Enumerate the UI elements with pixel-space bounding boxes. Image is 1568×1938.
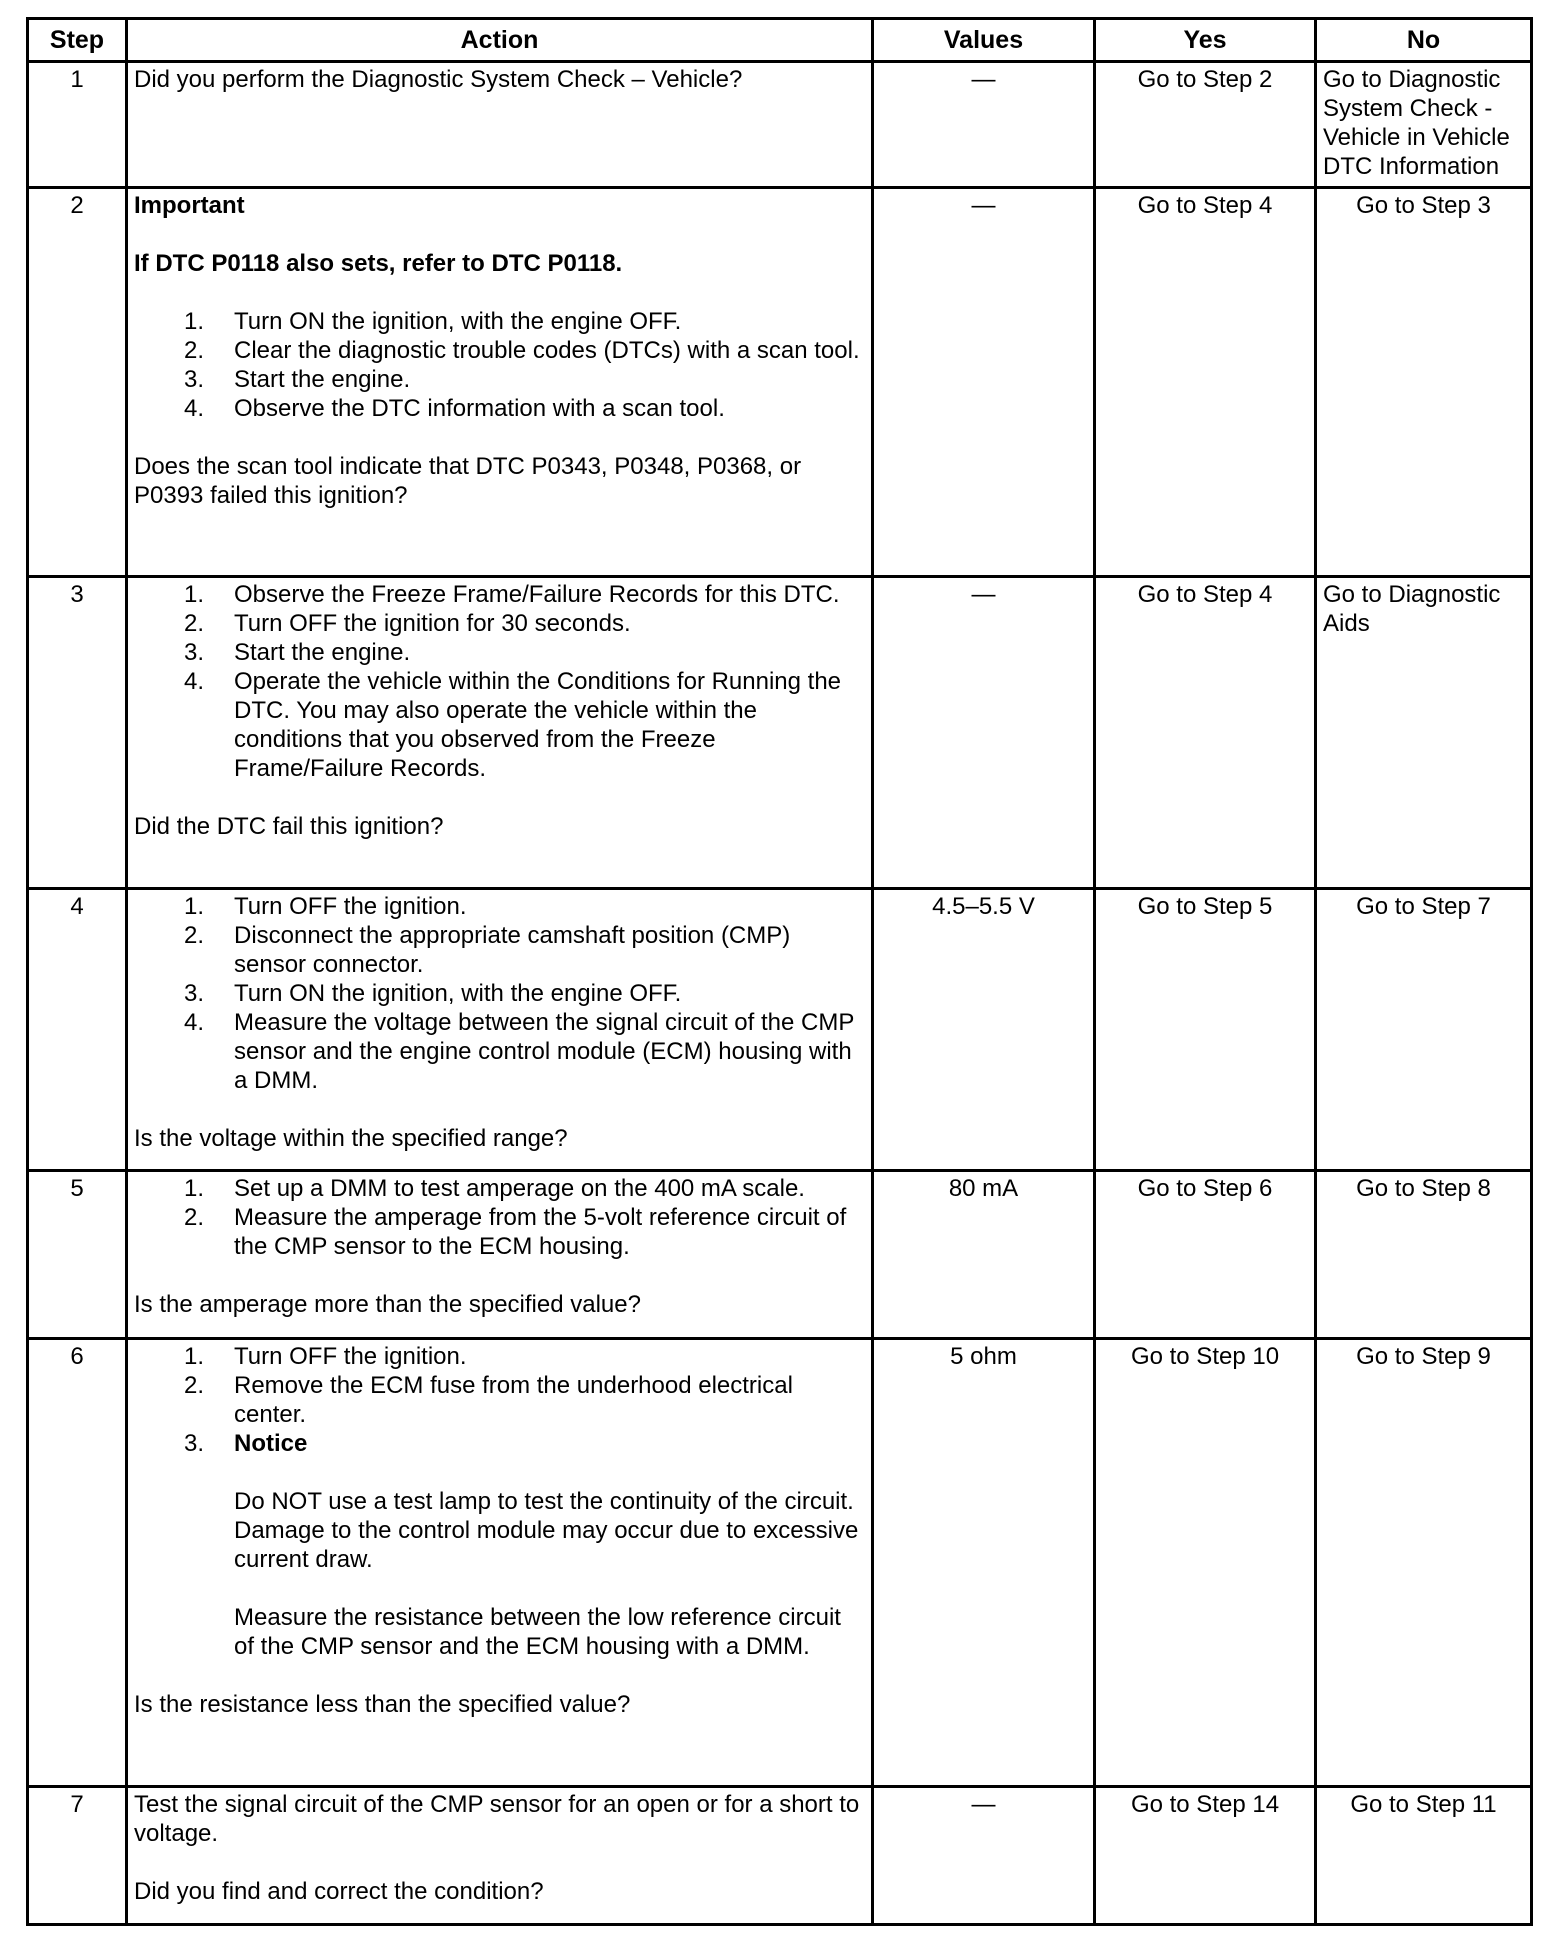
step-list [134,307,865,423]
action-question: Is the resistance less than the specified value? [134,1691,631,1718]
step-list [134,1342,865,1458]
action-question: Does the scan tool indicate that DTC P0343, P0348, P0368, or P0393 failed this ignition? [134,453,802,509]
yes-cell: Go to Step 5 [1095,889,1316,1171]
list-item: 2. Measure the amperage from the 5-volt reference circuit of the CMP sensor to the ECM housing. [183,1204,847,1260]
table-row [28,577,1532,889]
no-cell: Go to Diagnostic System Check - Vehicle in Vehicle DTC Information [1316,62,1532,188]
values-cell: 4.5–5.5 V [873,889,1095,1171]
values-cell: — [873,577,1095,889]
list-item: 1. Turn OFF the ignition. [183,1343,467,1370]
step-number: 2 [28,188,127,577]
values-cell: 5 ohm [873,1339,1095,1787]
yes-cell: Go to Step 4 [1095,577,1316,889]
no-cell: Go to Step 8 [1316,1171,1532,1339]
values-cell: — [873,62,1095,188]
diagnostic-table [26,17,1533,1926]
important-text: If DTC P0118 also sets, refer to DTC P0118. [134,250,623,277]
yes-cell: Go to Step 6 [1095,1171,1316,1339]
list-item: 1. Turn ON the ignition, with the engine OFF. [183,308,682,335]
notice-title: Notice [234,1430,308,1457]
list-item: 1. Set up a DMM to test amperage on the 400 mA scale. [183,1175,805,1202]
no-cell: Go to Step 11 [1316,1787,1532,1925]
list-item: 4. Operate the vehicle within the Conditions for Running the DTC. You may also operate the vehicle within the conditions that you observed from the Freeze Frame/Failure Records. [183,668,842,782]
list-item: 2. Remove the ECM fuse from the underhood electrical center. [183,1372,793,1428]
list-item: 2. Disconnect the appropriate camshaft position (CMP) sensor connector. [183,922,791,978]
action-cell [127,889,873,1171]
action-cell [127,1171,873,1339]
step-number: 3 [28,577,127,889]
step-number: 5 [28,1171,127,1339]
no-cell: Go to Step 3 [1316,188,1532,577]
step-number: 7 [28,1787,127,1925]
action-question: Did you find and correct the condition? [134,1878,544,1905]
list-item: 3. Turn ON the ignition, with the engine OFF. [183,980,682,1007]
action-cell [127,62,873,188]
list-item: 1. Turn OFF the ignition. [183,893,467,920]
table-row [28,1171,1532,1339]
action-question: Did the DTC fail this ignition? [134,813,444,840]
list-item: 3. Start the engine. [183,639,411,666]
values-cell: 80 mA [873,1171,1095,1339]
yes-cell: Go to Step 4 [1095,188,1316,577]
header-row [28,19,1532,62]
no-cell: Go to Step 9 [1316,1339,1532,1787]
action-question: Did you perform the Diagnostic System Check – Vehicle? [134,66,743,93]
step-number: 6 [28,1339,127,1787]
action-cell [127,1787,873,1925]
list-item: 1. Observe the Freeze Frame/Failure Records for this DTC. [183,581,840,608]
action-cell [127,1339,873,1787]
action-cell [127,188,873,577]
notice-text: Do NOT use a test lamp to test the continuity of the circuit. Damage to the control module may occur due to excessive current draw. [234,1488,859,1573]
table-row [28,889,1532,1171]
header-action: Action [127,19,873,62]
yes-cell: Go to Step 10 [1095,1339,1316,1787]
list-item: 4. Measure the voltage between the signal circuit of the CMP sensor and the engine control module (ECM) housing with a DMM. [183,1009,854,1094]
step-number: 4 [28,889,127,1171]
step-list [134,892,865,1095]
action-cell [127,577,873,889]
header-yes: Yes [1095,19,1316,62]
no-cell: Go to Diagnostic Aids [1316,577,1532,889]
header-no: No [1316,19,1532,62]
list-item: 3. Notice [134,1429,865,1458]
action-question: Is the voltage within the specified range? [134,1125,568,1152]
header-step: Step [28,19,127,62]
table-row [28,188,1532,577]
values-cell: — [873,1787,1095,1925]
notice-step: Measure the resistance between the low reference circuit of the CMP sensor and the ECM housing with a DMM. [234,1604,841,1660]
table-row [28,1787,1532,1925]
step-number: 1 [28,62,127,188]
yes-cell: Go to Step 14 [1095,1787,1316,1925]
important-title: Important [134,192,245,219]
header-values: Values [873,19,1095,62]
list-item: 3. Start the engine. [183,366,411,393]
action-text: Test the signal circuit of the CMP sensor for an open or for a short to voltage. [134,1791,860,1847]
list-item: 2. Turn OFF the ignition for 30 seconds. [183,610,631,637]
step-list [134,580,865,783]
no-cell: Go to Step 7 [1316,889,1532,1171]
action-question: Is the amperage more than the specified value? [134,1291,641,1318]
list-item: 4. Observe the DTC information with a scan tool. [183,395,725,422]
step-list [134,1174,865,1261]
table-row [28,62,1532,188]
table-row [28,1339,1532,1787]
list-item: 2. Clear the diagnostic trouble codes (DTCs) with a scan tool. [183,337,860,364]
values-cell: — [873,188,1095,577]
yes-cell: Go to Step 2 [1095,62,1316,188]
